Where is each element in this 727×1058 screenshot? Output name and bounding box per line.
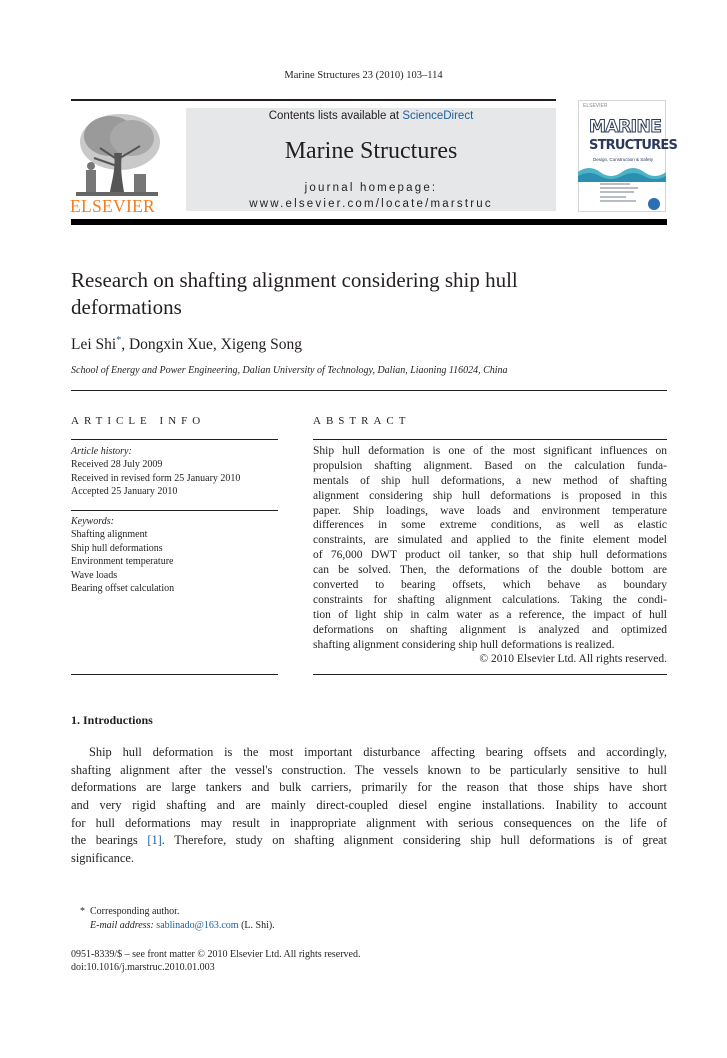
abstract-line: constraints, are simulated and applied to the finite element model	[313, 534, 667, 547]
journal-reference: Marine Structures 23 (2010) 103–114	[284, 70, 443, 81]
keyword: Shafting alignment	[71, 529, 148, 541]
keyword: Wave loads	[71, 569, 118, 581]
elsevier-tree-logo	[70, 108, 162, 200]
affiliation: School of Energy and Power Engineering, Dalian University of Technology, Dalian, Liaoning 116024, China	[71, 365, 508, 376]
article-history	[71, 445, 240, 499]
keywords	[71, 515, 174, 595]
cover-emblem	[648, 198, 660, 210]
corresponding-author-mark[interactable]: *	[116, 335, 122, 346]
intro-line: for hull deformations may result in inappropriate alignment with serious consequences on the life of	[71, 815, 667, 830]
abstract-copyright: © 2010 Elsevier Ltd. All rights reserved.	[479, 653, 667, 666]
keyword: Ship hull deformations	[71, 542, 163, 554]
header-top-rule	[71, 99, 556, 101]
abstract-line: paper. Ship loadings, wave loads and environment temperature	[313, 504, 667, 517]
abstract-line: Ship hull deformation is one of the most significant influences on	[313, 445, 667, 457]
contents-prefix: Contents lists available at	[268, 110, 403, 122]
intro-line: shafting alignment after the vessel's construction. The vessels known to be particularly sensitive to hull	[71, 762, 667, 777]
keyword: Environment temperature	[71, 556, 174, 568]
intro-line-text: the bearings	[71, 833, 148, 848]
sciencedirect-link[interactable]: ScienceDirect	[402, 110, 474, 122]
journal-homepage[interactable]: journal homepage: www.elsevier.com/locate/marstruc	[249, 182, 493, 210]
article-info-heading: ARTICLE INFO	[71, 415, 206, 427]
history-label: Article history:	[71, 446, 132, 457]
issn-line: 0951-8339/$ – see front matter © 2010 Elsevier Ltd. All rights reserved.	[71, 949, 361, 960]
divider	[71, 510, 278, 511]
keywords-label: Keywords:	[71, 516, 114, 527]
citation-link[interactable]: [1]	[147, 833, 162, 848]
email-suffix: (L. Shi).	[238, 920, 275, 931]
cover-title-structures: STRUCTURES	[589, 138, 678, 153]
abstract-line: tion of light ship in calm water as a reference, the impact of hull	[313, 608, 667, 621]
abstract-line: deformations on shafting alignment is analyzed and optimized	[313, 623, 667, 636]
abstract-line: differences in some extreme conditions, as well as elastic	[313, 519, 667, 532]
abstract-line: can be solved. Then, the deformations of the double bottom are	[313, 564, 667, 577]
history-item: Received 28 July 2009	[71, 459, 163, 471]
cover-text-lines	[600, 183, 640, 204]
abstract-line: shafting alignment considering ship hull deformations is realized.	[313, 638, 615, 651]
doi-line: doi:10.1016/j.marstruc.2010.01.003	[71, 962, 215, 973]
cover-publisher: ELSEVIER	[583, 103, 608, 109]
history-item: Accepted 25 January 2010	[71, 486, 178, 498]
intro-line-text: . Therefore, study on shafting alignment considering ship hull deformations is of great	[161, 833, 668, 848]
divider	[313, 674, 667, 675]
cover-title-marine: MARINE	[589, 117, 662, 137]
history-item: Received in revised form 25 January 2010	[71, 472, 241, 484]
divider	[71, 390, 667, 391]
corresponding-footnote	[80, 905, 179, 918]
intro-line: and very rigid shafting and are mainly direct-coupled diesel engine installations. Inability to account	[71, 798, 667, 813]
abstract-text	[313, 444, 667, 667]
abstract-line: of 76,000 DWT product oil tanker, so that ship hull deformations	[313, 549, 667, 562]
elsevier-logo-text: ELSEVIER	[70, 196, 156, 216]
journal-title: Marine Structures	[284, 138, 458, 164]
divider	[71, 439, 278, 440]
paper-title: Research on shafting alignment considering ship hull deformations	[71, 268, 518, 319]
intro-line: significance.	[71, 851, 134, 866]
first-author: Lei Shi	[71, 336, 117, 354]
intro-line: Ship hull deformation is the most important disturbance affecting bearing offsets and accordingly,	[89, 745, 667, 759]
email-footnote	[90, 919, 275, 932]
email-link[interactable]: sablinado@163.com	[156, 920, 239, 931]
introduction-text	[71, 744, 667, 868]
cover-waves-graphic	[578, 162, 666, 182]
cover-subtitle: Design, Construction & Safety	[592, 157, 654, 162]
other-authors: , Dongxin Xue, Xigeng Song	[121, 336, 303, 354]
footnote-text: Corresponding author.	[90, 906, 180, 917]
email-label: E-mail address:	[90, 920, 157, 931]
intro-line	[71, 832, 667, 850]
abstract-line: alignment considering ship hull deformations is proposed in this	[313, 489, 667, 502]
abstract-heading: ABSTRACT	[313, 415, 411, 427]
abstract-line: propulsion shafting alignment. Based on the calculation funda-	[313, 459, 667, 472]
keyword: Bearing offset calculation	[71, 583, 175, 595]
header-bottom-rule	[71, 219, 667, 225]
contents-line	[186, 110, 556, 122]
intro-line: deformations are large tankers and bulk carriers, primarily for the reason that those ships have short	[71, 780, 667, 795]
divider	[71, 674, 278, 675]
abstract-line: converted to bearing offsets, which behave as boundary	[313, 579, 667, 592]
authors	[71, 335, 302, 354]
divider	[313, 439, 667, 440]
abstract-line: mentals of ship hull deformations, a new method of shafting	[313, 474, 667, 487]
footnote-mark: *	[80, 906, 85, 917]
abstract-line: constraints for shafting alignment calculations. Taking the condi-	[313, 593, 667, 606]
section-heading-introduction: 1. Introductions	[71, 713, 153, 727]
